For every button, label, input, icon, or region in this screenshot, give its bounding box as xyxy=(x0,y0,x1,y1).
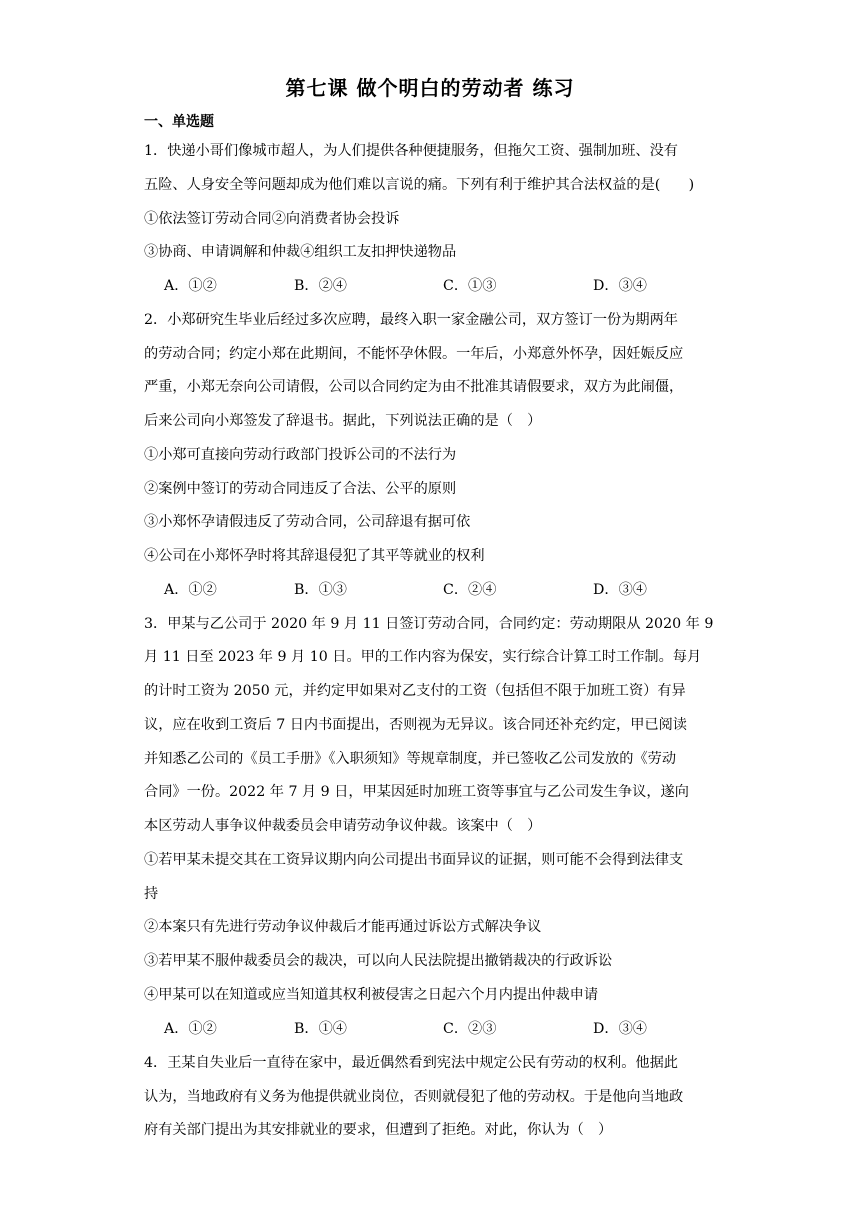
q3-line: 持 xyxy=(144,886,159,902)
q2-line: 严重，小郑无奈向公司请假，公司以合同约定为由不批准其请假要求，双方为此闹僵， xyxy=(144,379,684,395)
q3-line: ①若甲某未提交其在工资异议期内向公司提出书面异议的证据，则可能不会得到法律支 xyxy=(144,852,684,868)
q4-line: 4．王某自失业后一直待在家中，最近偶然看到宪法中规定公民有劳动的权利。他据此 xyxy=(144,1055,678,1071)
q3-line: 本区劳动人事争议仲裁委员会申请劳动争议仲裁。该案中（ ） xyxy=(144,818,542,834)
q3-line: ④甲某可以在知道或应当知道其权利被侵害之日起六个月内提出仲裁申请 xyxy=(144,987,599,1003)
q1-line: ①依法签订劳动合同②向消费者协会投诉 xyxy=(144,211,400,227)
q3-option-d[interactable]: D．③④ xyxy=(593,1021,647,1037)
q1-line: ③协商、申请调解和仲裁④组织工友扣押快递物品 xyxy=(144,244,457,260)
q2-option-c[interactable]: C．②④ xyxy=(443,582,497,598)
q1-option-b[interactable]: B．②④ xyxy=(294,278,347,294)
q2-line: ④公司在小郑怀孕时将其辞退侵犯了其平等就业的权利 xyxy=(144,548,485,564)
q2-line: ②案例中签订的劳动合同违反了合法、公平的原则 xyxy=(144,481,457,497)
q2-line: ③小郑怀孕请假违反了劳动合同，公司辞退有据可依 xyxy=(144,514,471,530)
q2-option-b[interactable]: B．①③ xyxy=(294,582,347,598)
q4-line: 府有关部门提出为其安排就业的要求，但遭到了拒绝。对此，你认为（ ） xyxy=(144,1122,613,1138)
q2-line: ①小郑可直接向劳动行政部门投诉公司的不法行为 xyxy=(144,447,457,463)
q2-option-d[interactable]: D．③④ xyxy=(593,582,647,598)
q2-options xyxy=(0,580,860,600)
q1-option-a[interactable]: A．①② xyxy=(164,278,217,294)
q1-line: 1．快递小哥们像城市超人，为人们提供各种便捷服务，但拖欠工资、强制加班、没有 xyxy=(144,143,678,159)
q1-option-d[interactable]: D．③④ xyxy=(593,278,647,294)
q3-line: ③若甲某不服仲裁委员会的裁决，可以向人民法院提出撤销裁决的行政诉讼 xyxy=(144,953,613,969)
q3-option-b[interactable]: B．①④ xyxy=(294,1021,347,1037)
q1-line: 五险、人身安全等问题却成为他们难以言说的痛。下列有利于维护其合法权益的是( ) xyxy=(144,177,695,193)
q3-line: 议，应在收到工资后 7 日内书面提出，否则视为无异议。该合同还补充约定，甲已阅读 xyxy=(144,717,687,733)
q2-line: 2．小郑研究生毕业后经过多次应聘，最终入职一家金融公司，双方签订一份为期两年 xyxy=(144,312,678,328)
q3-line: 月 11 日至 2023 年 9 月 10 日。甲的工作内容为保安，实行综合计算工时工作制。每月 xyxy=(144,649,702,665)
q3-line: 并知悉乙公司的《员工手册》《入职须知》等规章制度，并已签收乙公司发放的《劳动 xyxy=(144,751,677,767)
q3-line: 的计时工资为 2050 元，并约定甲如果对乙支付的工资（包括但不限于加班工资）有异 xyxy=(144,683,686,699)
q3-line: 合同》一份。2022 年 7 月 9 日，甲某因延时加班工资等事宜与乙公司发生争议，遂向 xyxy=(144,784,689,800)
q2-line: 后来公司向小郑签发了辞退书。据此，下列说法正确的是（ ） xyxy=(144,413,542,429)
q1-options xyxy=(0,276,860,296)
q3-option-a[interactable]: A．①② xyxy=(164,1021,217,1037)
q4-line: 认为，当地政府有义务为他提供就业岗位，否则就侵犯了他的劳动权。于是他向当地政 xyxy=(144,1089,684,1105)
q2-line: 的劳动合同；约定小郑在此期间，不能怀孕休假。一年后，小郑意外怀孕，因妊娠反应 xyxy=(144,346,684,362)
q2-option-a[interactable]: A．①② xyxy=(164,582,217,598)
page-title: 第七课 做个明白的劳动者 练习 xyxy=(285,76,575,100)
q3-option-c[interactable]: C．②③ xyxy=(443,1021,497,1037)
section-heading: 一、单选题 xyxy=(144,114,214,130)
q3-options xyxy=(0,1019,860,1039)
q3-line: 3．甲某与乙公司于 2020 年 9 月 11 日签订劳动合同，合同约定：劳动期限从 2020 年 9 xyxy=(144,616,714,632)
q3-line: ②本案只有先进行劳动争议仲裁后才能再通过诉讼方式解决争议 xyxy=(144,919,542,935)
q1-option-c[interactable]: C．①③ xyxy=(443,278,497,294)
